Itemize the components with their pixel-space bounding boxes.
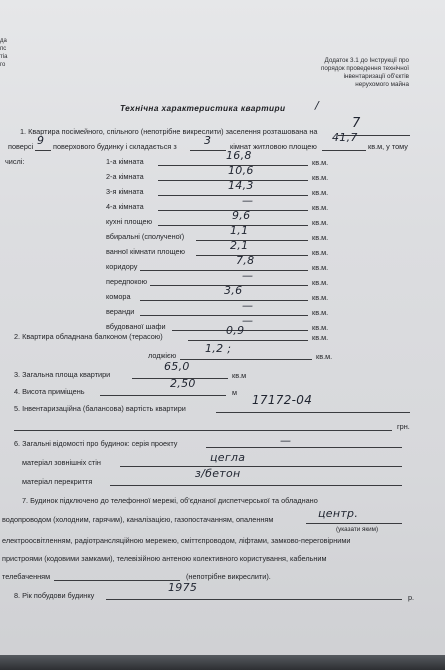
unit-label: м bbox=[232, 388, 238, 397]
item7-line3: електроосвітленням, радіотрансляційною мережею, сміттєпроводом, ліфтами, замково-переговірними bbox=[2, 536, 351, 545]
room-area-label: комора bbox=[106, 292, 131, 301]
room-area-value: — bbox=[242, 194, 254, 207]
item6-label: 6. Загальні відомості про будинок: серія проекту bbox=[14, 439, 178, 448]
item1-line2a: поверсі bbox=[8, 142, 34, 151]
item3-label: 3. Загальна площа квартири bbox=[14, 370, 111, 379]
room-area-label: вбиральні (сполученої) bbox=[106, 232, 185, 241]
room-area-value: 14,3 bbox=[228, 179, 254, 192]
margin-fragment: тіа bbox=[0, 54, 8, 60]
document-title: Технічна характеристика квартири bbox=[120, 103, 286, 113]
currency-unit: грн. bbox=[397, 422, 410, 431]
item1-line3: числі: bbox=[5, 157, 25, 166]
walls-value: цегла bbox=[210, 451, 246, 464]
margin-fragment: да bbox=[0, 38, 7, 44]
unit-label: кв.м bbox=[232, 371, 247, 380]
item7-line1: 7. Будинок підключено до телефонної мережі, об'єднаної диспетчерської та обладнано bbox=[22, 496, 318, 505]
heating-note: (указати яким) bbox=[336, 526, 379, 533]
item1-line2b: поверхового будинку і складається з bbox=[53, 142, 177, 151]
unit-label: кв.м. bbox=[312, 173, 329, 182]
unit-label: кв.м. bbox=[316, 352, 333, 361]
room-area-value: — bbox=[242, 269, 254, 282]
balcony-value: 0,9 bbox=[226, 324, 245, 337]
unit-label: кв.м. bbox=[312, 263, 329, 272]
room-area-value: 9,6 bbox=[232, 209, 251, 222]
margin-fragment: пс bbox=[0, 46, 7, 52]
build-year-value: 1975 bbox=[168, 581, 198, 594]
value-amount: 17172-04 bbox=[252, 393, 313, 407]
series-value: — bbox=[280, 434, 292, 447]
annex-line: інвентаризації об'єктів bbox=[343, 73, 409, 80]
room-area-value: 3,6 bbox=[224, 284, 243, 297]
unit-label: кв.м. bbox=[312, 203, 329, 212]
unit-label: кв.м. bbox=[312, 248, 329, 257]
item7-line5b: (непотрібне викреслити). bbox=[186, 572, 271, 581]
item4-label: 4. Висота приміщень bbox=[14, 387, 85, 396]
room-area-label: вбудованої шафи bbox=[106, 322, 166, 331]
room-area-label: 3-я кімната bbox=[106, 187, 144, 196]
margin-fragment: го bbox=[0, 62, 6, 68]
page-bottom-edge bbox=[0, 655, 445, 670]
room-area-value: 7,8 bbox=[236, 254, 255, 267]
item1-line2d: кв.м, у тому bbox=[368, 142, 408, 151]
annex-line: порядок проведення технічної bbox=[321, 65, 409, 72]
item1-line2c: кімнат житловою площею bbox=[230, 142, 317, 151]
item7-line4: пристроями (кодовими замками), телевізійною антеною колективного користування, кабельним bbox=[2, 554, 327, 563]
unit-label: кв.м. bbox=[312, 323, 329, 332]
loggia-value: 1,2 ; bbox=[205, 342, 232, 355]
item7-line2: водопроводом (холодним, гарячим), каналізацією, газопостачанням, опаленням bbox=[2, 515, 274, 524]
unit-label: кв.м. bbox=[312, 233, 329, 242]
unit-label: кв.м. bbox=[312, 308, 329, 317]
room-area-value: 16,8 bbox=[226, 149, 252, 162]
item1-line1: 1. Квартира посімейного, спільного (непотрібне викреслити) заселення розташована на bbox=[20, 127, 318, 136]
item7-line5a: телебаченням bbox=[2, 572, 51, 581]
loggia-label: лоджією bbox=[148, 351, 177, 360]
room-area-value: 10,6 bbox=[228, 164, 254, 177]
unit-label: кв.м. bbox=[312, 278, 329, 287]
storeys-value: 9 bbox=[37, 134, 45, 147]
annex-line: нерухомого майна bbox=[355, 81, 409, 88]
unit-label: кв.м. bbox=[312, 158, 329, 167]
room-area-value: 1,1 bbox=[230, 224, 249, 237]
annex-line: Додаток 3.1 до Інструкції про bbox=[324, 57, 409, 64]
walls-label: матеріал зовнішніх стін bbox=[22, 458, 101, 467]
floors-label: матеріал перекриття bbox=[22, 477, 93, 486]
living-area-value: 41,7 bbox=[332, 131, 358, 144]
unit-label: кв.м. bbox=[312, 188, 329, 197]
room-area-label: ванної кімнати площею bbox=[106, 247, 186, 256]
room-area-value: — bbox=[242, 314, 254, 327]
total-area-value: 65,0 bbox=[164, 360, 190, 373]
room-area-value: — bbox=[242, 299, 254, 312]
floors-value: з/бетон bbox=[195, 467, 241, 480]
room-area-label: 1-а кімната bbox=[106, 157, 144, 166]
room-area-label: кухні площею bbox=[106, 217, 153, 226]
room-area-label: передпокою bbox=[106, 277, 148, 286]
room-area-value: 2,1 bbox=[230, 239, 249, 252]
room-area-label: веранди bbox=[106, 307, 135, 316]
year-unit: р. bbox=[408, 593, 415, 602]
room-area-label: 2-а кімната bbox=[106, 172, 144, 181]
heating-value: центр. bbox=[318, 507, 359, 520]
floor-value: 7 bbox=[352, 116, 361, 131]
unit-label: кв.м. bbox=[312, 218, 329, 227]
title-mark: / bbox=[315, 99, 320, 112]
height-value: 2,50 bbox=[170, 377, 196, 390]
unit-label: кв.м. bbox=[312, 293, 329, 302]
unit-label: кв.м. bbox=[312, 333, 329, 342]
room-area-label: 4-а кімната bbox=[106, 202, 144, 211]
item5-label: 5. Інвентаризаційна (балансова) вартість квартири bbox=[14, 404, 186, 413]
rooms-value: 3 bbox=[204, 134, 212, 147]
item8-label: 8. Рік побудови будинку bbox=[14, 591, 95, 600]
room-area-label: коридору bbox=[106, 262, 138, 271]
item2-label: 2. Квартира обладнана балконом (терасою) bbox=[14, 332, 163, 341]
